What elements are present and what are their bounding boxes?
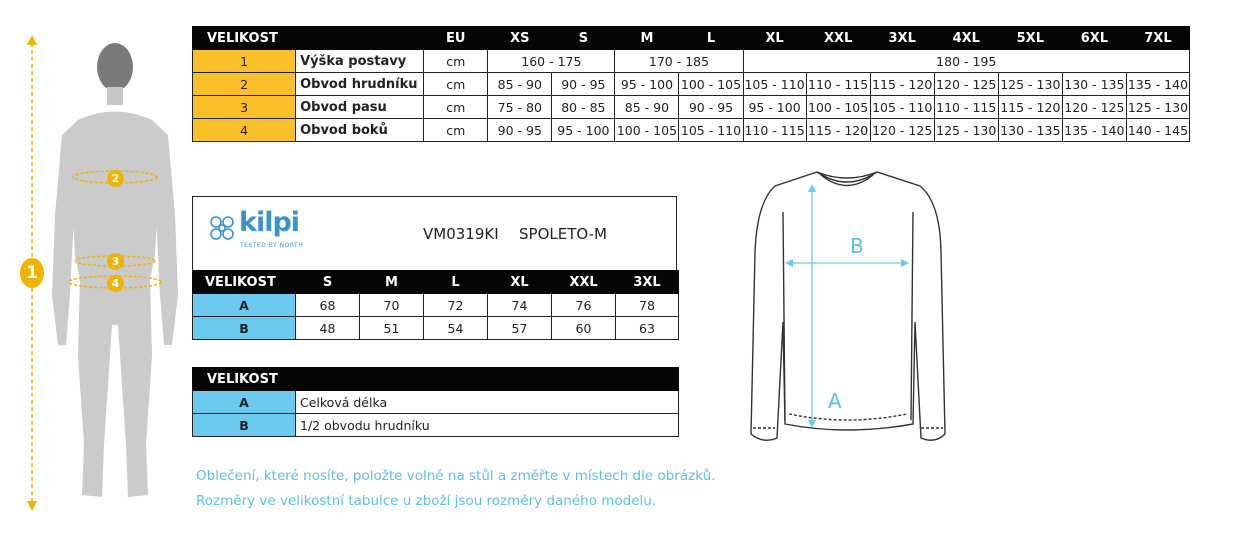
size-chart-header bbox=[193, 27, 1190, 50]
row-number: 3 bbox=[193, 96, 296, 119]
row-label: A bbox=[193, 294, 296, 317]
table-cell: 170 - 185 bbox=[615, 50, 743, 73]
table-cell: 72 bbox=[424, 294, 488, 317]
brand-tagline: TESTED BY NORTH bbox=[240, 242, 304, 249]
table-cell: 75 - 80 bbox=[488, 96, 552, 119]
table-cell: 105 - 110 bbox=[743, 73, 806, 96]
row-unit: cm bbox=[424, 73, 488, 96]
table-cell: 115 - 120 bbox=[998, 96, 1062, 119]
shirt-diagram bbox=[745, 162, 950, 452]
size-chart-table bbox=[192, 26, 1190, 142]
table-cell: 78 bbox=[616, 294, 679, 317]
table-cell: 120 - 125 bbox=[934, 73, 998, 96]
table-cell: 63 bbox=[616, 317, 679, 340]
row-name: Obvod pasu bbox=[296, 96, 424, 119]
table-cell: 68 bbox=[296, 294, 360, 317]
size-header: S bbox=[296, 271, 360, 294]
size-header: XXL bbox=[552, 271, 616, 294]
table-cell: 51 bbox=[360, 317, 424, 340]
table-cell: 76 bbox=[552, 294, 616, 317]
row-label: A bbox=[193, 391, 296, 414]
table-cell: 95 - 100 bbox=[552, 119, 615, 142]
size-header: 7XL bbox=[1126, 27, 1189, 50]
table-cell: 60 bbox=[552, 317, 616, 340]
table-cell: 125 - 130 bbox=[1126, 96, 1189, 119]
table-cell: 110 - 115 bbox=[934, 96, 998, 119]
size-header: L bbox=[679, 27, 743, 50]
size-header: 6XL bbox=[1062, 27, 1126, 50]
table-cell: 48 bbox=[296, 317, 360, 340]
table-cell: 105 - 110 bbox=[870, 96, 934, 119]
header-label: VELIKOST bbox=[193, 27, 424, 50]
size-header: 3XL bbox=[870, 27, 934, 50]
marker-chest: 2 bbox=[107, 170, 124, 187]
table-row bbox=[193, 294, 679, 317]
table-row bbox=[193, 50, 1190, 73]
table-row bbox=[193, 414, 679, 437]
header-unit: EU bbox=[424, 27, 488, 50]
table-cell: 90 - 95 bbox=[679, 96, 743, 119]
table-cell: 100 - 105 bbox=[679, 73, 743, 96]
size-header: S bbox=[552, 27, 615, 50]
table-row bbox=[193, 96, 1190, 119]
table-cell: 115 - 120 bbox=[806, 119, 870, 142]
table-cell: 110 - 115 bbox=[806, 73, 870, 96]
size-header: L bbox=[424, 271, 488, 294]
row-number: 1 bbox=[193, 50, 296, 73]
marker-waist: 3 bbox=[107, 253, 124, 270]
size-header: 4XL bbox=[934, 27, 998, 50]
header-label: VELIKOST bbox=[193, 271, 296, 294]
row-unit: cm bbox=[424, 119, 488, 142]
size-header: 3XL bbox=[616, 271, 679, 294]
size-header: M bbox=[615, 27, 679, 50]
model-table-header bbox=[193, 271, 679, 294]
legend-header bbox=[193, 368, 679, 391]
table-cell: 95 - 100 bbox=[743, 96, 806, 119]
product-name: SPOLETO-M bbox=[519, 225, 607, 243]
table-cell: 80 - 85 bbox=[552, 96, 615, 119]
product-code: VM0319KI bbox=[423, 225, 499, 243]
row-number: 4 bbox=[193, 119, 296, 142]
row-unit: cm bbox=[424, 96, 488, 119]
size-header: XL bbox=[488, 271, 552, 294]
size-header: XXL bbox=[806, 27, 870, 50]
table-cell: 90 - 95 bbox=[552, 73, 615, 96]
table-cell: 140 - 145 bbox=[1126, 119, 1189, 142]
row-description: Celková délka bbox=[296, 391, 679, 414]
model-size-table bbox=[192, 270, 679, 340]
size-header: XS bbox=[488, 27, 552, 50]
model-table-box bbox=[192, 196, 677, 270]
size-header: XL bbox=[743, 27, 806, 50]
size-header: 5XL bbox=[998, 27, 1062, 50]
table-cell: 100 - 105 bbox=[806, 96, 870, 119]
garment-label-b: B bbox=[850, 234, 864, 258]
table-cell: 125 - 130 bbox=[998, 73, 1062, 96]
table-cell: 54 bbox=[424, 317, 488, 340]
measurement-legend-table bbox=[192, 367, 679, 437]
row-name: Výška postavy bbox=[296, 50, 424, 73]
row-label: B bbox=[193, 317, 296, 340]
header-label: VELIKOST bbox=[193, 368, 679, 391]
row-name: Obvod boků bbox=[296, 119, 424, 142]
table-cell: 70 bbox=[360, 294, 424, 317]
table-cell: 130 - 135 bbox=[1062, 73, 1126, 96]
row-name: Obvod hrudníku bbox=[296, 73, 424, 96]
table-cell: 110 - 115 bbox=[743, 119, 806, 142]
table-cell: 120 - 125 bbox=[1062, 96, 1126, 119]
table-row bbox=[193, 317, 679, 340]
marker-hips: 4 bbox=[107, 275, 124, 292]
table-cell: 180 - 195 bbox=[743, 50, 1189, 73]
table-cell: 90 - 95 bbox=[488, 119, 552, 142]
kilpi-logo-icon bbox=[205, 211, 239, 245]
table-cell: 95 - 100 bbox=[615, 73, 679, 96]
table-row bbox=[193, 119, 1190, 142]
size-header: M bbox=[360, 271, 424, 294]
table-cell: 100 - 105 bbox=[615, 119, 679, 142]
table-cell: 105 - 110 bbox=[679, 119, 743, 142]
table-cell: 85 - 90 bbox=[615, 96, 679, 119]
table-cell: 85 - 90 bbox=[488, 73, 552, 96]
note-line-2: Rozměry ve velikostní tabulce u zboží jsou rozměry daného modelu. bbox=[196, 493, 657, 509]
garment-label-a: A bbox=[828, 389, 842, 413]
table-cell: 130 - 135 bbox=[998, 119, 1062, 142]
table-row bbox=[193, 73, 1190, 96]
note-line-1: Oblečení, které nosíte, položte volně na stůl a změřte v místech dle obrázků. bbox=[196, 468, 716, 484]
table-cell: 125 - 130 bbox=[934, 119, 998, 142]
table-cell: 74 bbox=[488, 294, 552, 317]
table-cell: 135 - 140 bbox=[1126, 73, 1189, 96]
table-cell: 135 - 140 bbox=[1062, 119, 1126, 142]
table-row bbox=[193, 391, 679, 414]
table-cell: 160 - 175 bbox=[488, 50, 615, 73]
row-number: 2 bbox=[193, 73, 296, 96]
brand-name: kilpi bbox=[239, 207, 300, 238]
row-description: 1/2 obvodu hrudníku bbox=[296, 414, 679, 437]
table-cell: 120 - 125 bbox=[870, 119, 934, 142]
row-unit: cm bbox=[424, 50, 488, 73]
marker-height: 1 bbox=[20, 258, 44, 288]
table-cell: 57 bbox=[488, 317, 552, 340]
table-cell: 115 - 120 bbox=[870, 73, 934, 96]
row-label: B bbox=[193, 414, 296, 437]
